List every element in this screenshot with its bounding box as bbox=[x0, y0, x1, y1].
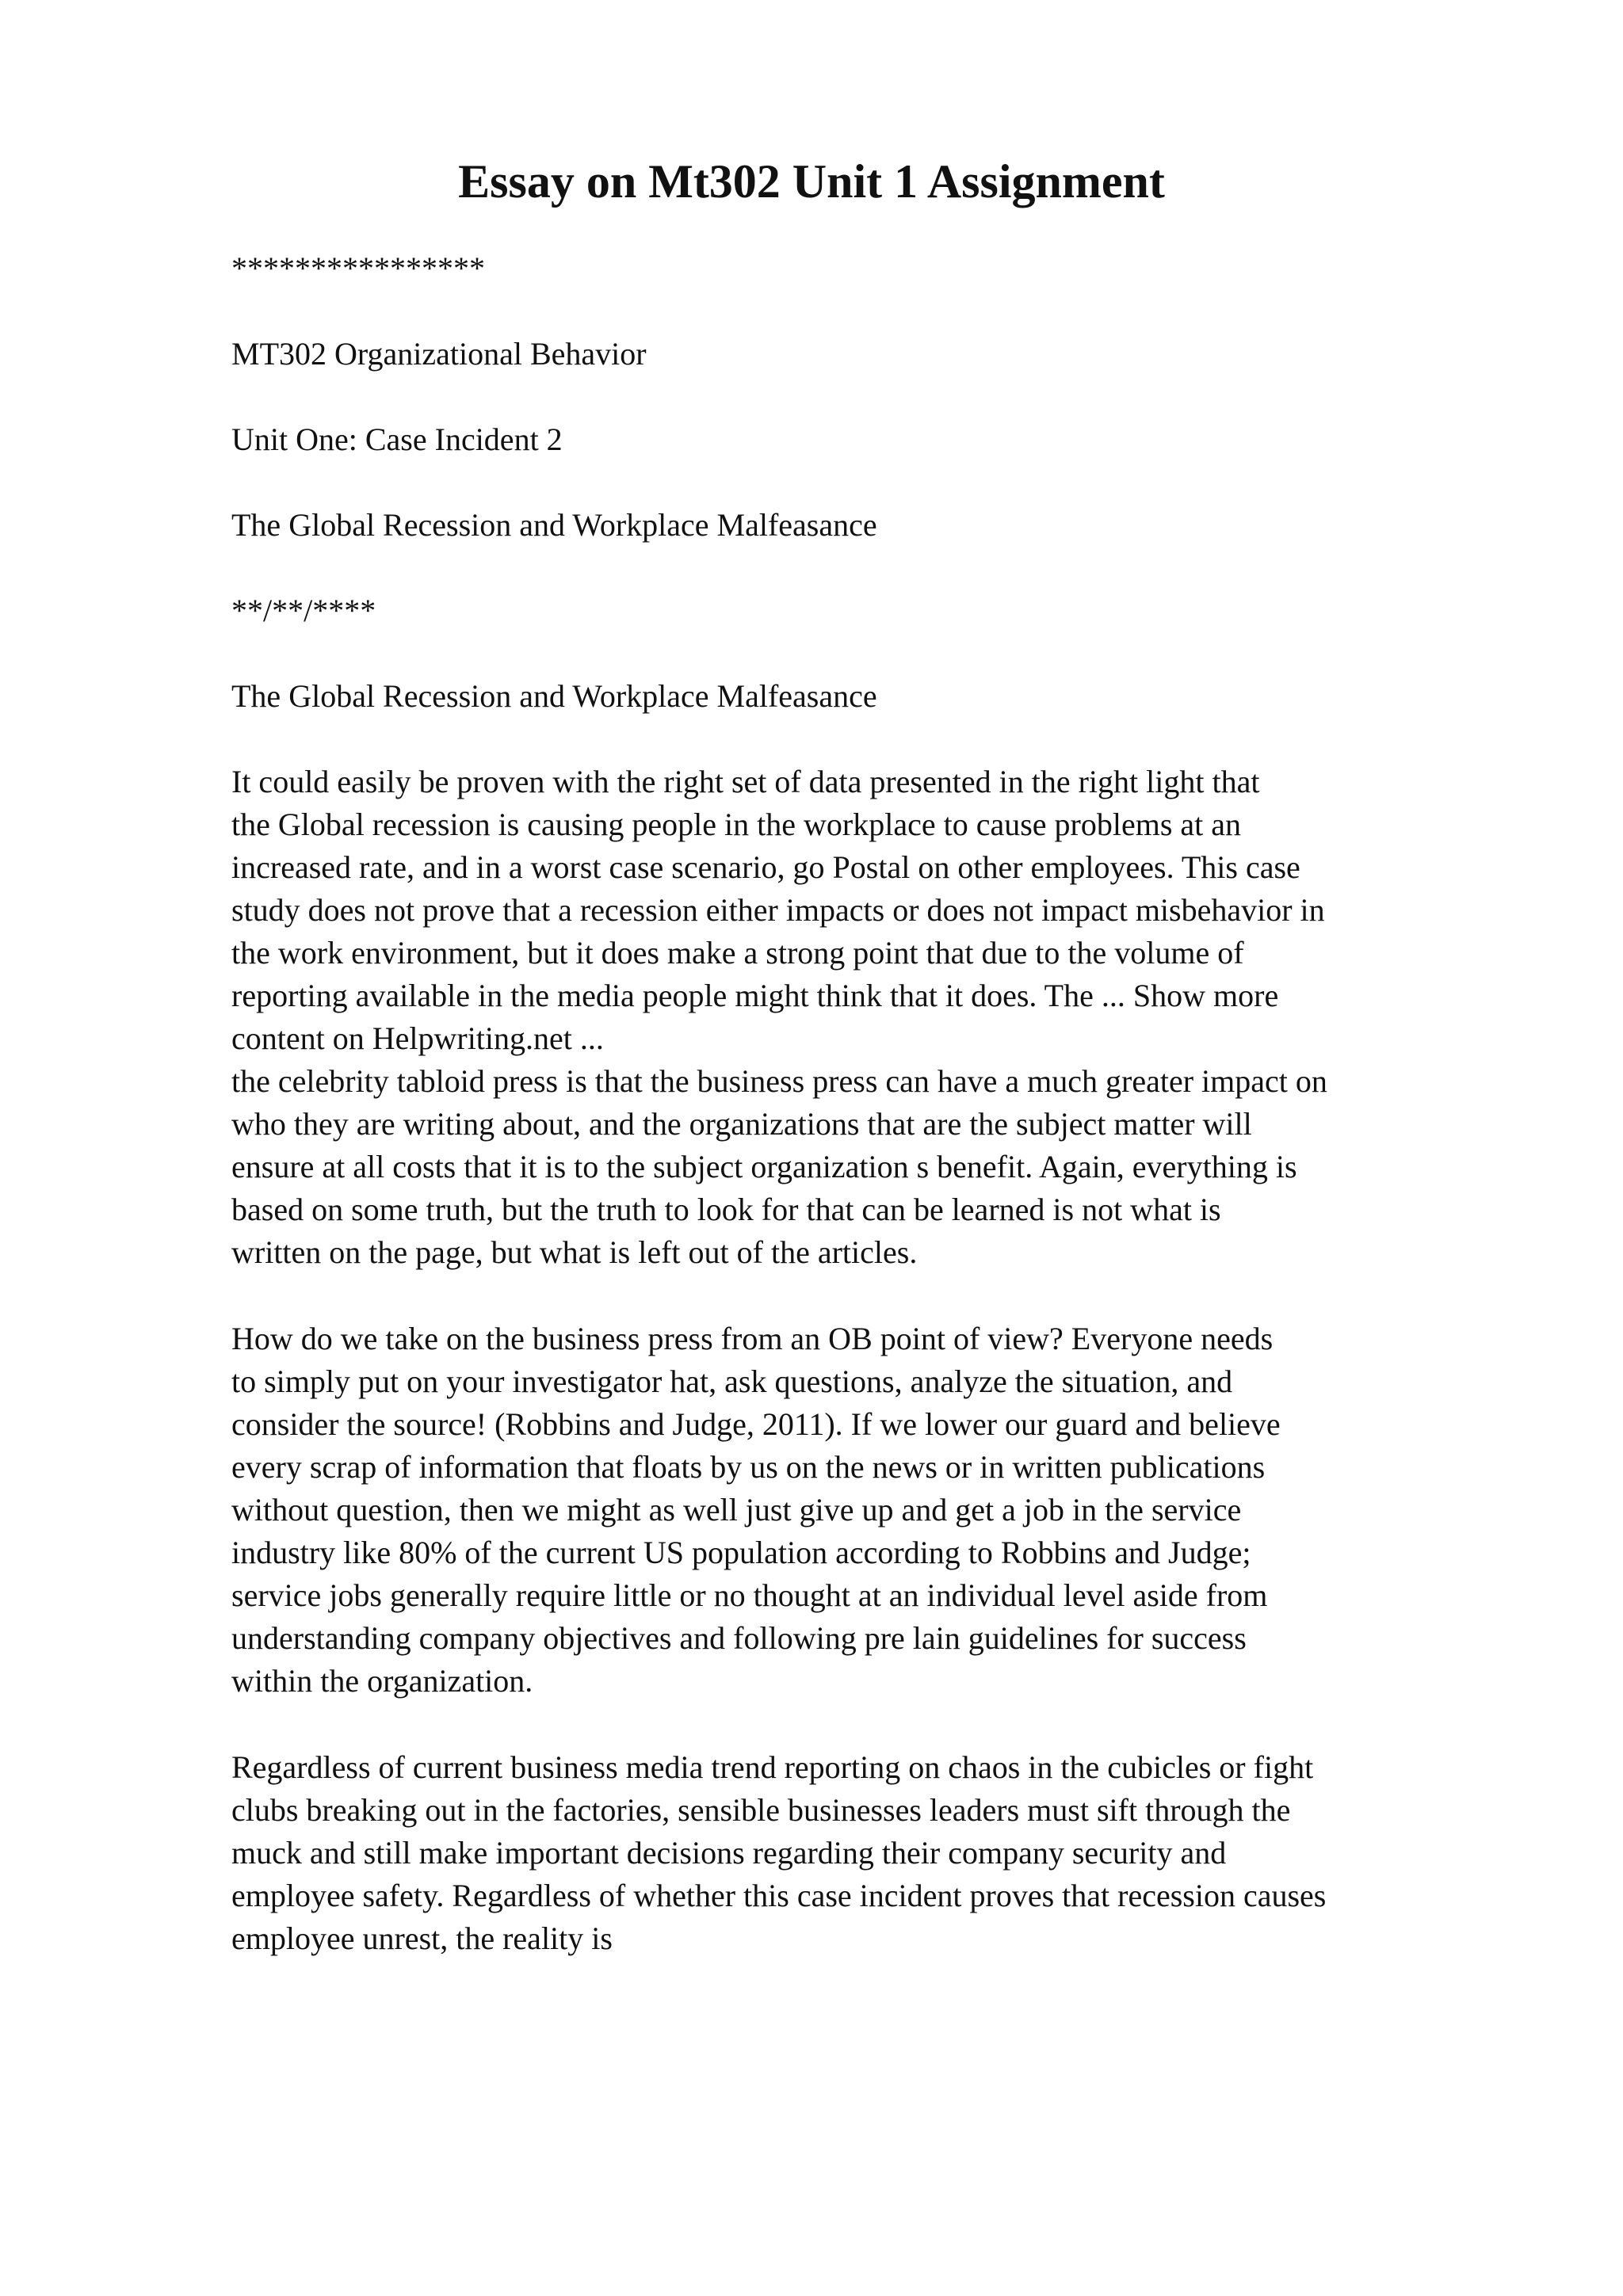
document-body bbox=[231, 247, 1594, 1960]
paragraph-line: to simply put on your investigator hat, ask questions, analyze the situation, and bbox=[231, 1363, 1233, 1399]
paragraph-line: every scrap of information that floats by us on the news or in written publications bbox=[231, 1449, 1266, 1485]
paragraph-line: the work environment, but it does make a strong point that due to the volume of bbox=[231, 935, 1244, 971]
paragraph-line: reporting available in the media people might think that it does. The ... Show more bbox=[231, 978, 1279, 1013]
paragraph-line: ensure at all costs that it is to the subject organization s benefit. Again, everything is bbox=[231, 1149, 1297, 1184]
paragraph-line: muck and still make important decisions regarding their company security and bbox=[231, 1835, 1227, 1871]
paragraph-line: service jobs generally require little or no thought at an individual level aside from bbox=[231, 1577, 1268, 1613]
paragraph-line: who they are writing about, and the organizations that are the subject matter will bbox=[231, 1106, 1252, 1142]
paragraph-line: written on the page, but what is left out of the articles. bbox=[231, 1234, 918, 1270]
paragraph-line: consider the source! (Robbins and Judge, 2011). If we lower our guard and believe bbox=[231, 1406, 1281, 1442]
paragraph-line: understanding company objectives and following pre lain guidelines for success bbox=[231, 1620, 1247, 1656]
spacer bbox=[231, 461, 1594, 504]
paragraph-line: content on Helpwriting.net ... bbox=[231, 1020, 604, 1056]
paragraph-line: without question, then we might as well just give up and get a job in the service bbox=[231, 1492, 1242, 1527]
paragraph-line: clubs breaking out in the factories, sensible businesses leaders must sift through the bbox=[231, 1792, 1291, 1828]
paragraph-line: the Global recession is causing people in the workplace to cause problems at an bbox=[231, 807, 1242, 842]
paragraph-line: It could easily be proven with the right set of data presented in the right light that bbox=[231, 764, 1260, 799]
paragraph-line: Regardless of current business media trend reporting on chaos in the cubicles or fight bbox=[231, 1749, 1314, 1785]
paragraph-3 bbox=[231, 1746, 1594, 1960]
course-name: MT302 Organizational Behavior bbox=[231, 336, 647, 372]
unit-heading: Unit One: Case Incident 2 bbox=[231, 421, 563, 457]
paragraph-line: based on some truth, but the truth to look for that can be learned is not what is bbox=[231, 1192, 1221, 1227]
paragraph-line: increased rate, and in a worst case scenario, go Postal on other employees. This case bbox=[231, 849, 1300, 885]
case-title: The Global Recession and Workplace Malfeasance bbox=[231, 507, 877, 543]
paragraph-line: within the organization. bbox=[231, 1663, 533, 1699]
spacer bbox=[231, 547, 1594, 589]
paragraph-line: industry like 80% of the current US population according to Robbins and Judge; bbox=[231, 1535, 1251, 1570]
paragraph-line: How do we take on the business press from an OB point of view? Everyone needs bbox=[231, 1321, 1274, 1356]
spacer bbox=[231, 376, 1594, 418]
document-title: Essay on Mt302 Unit 1 Assignment bbox=[458, 155, 1165, 208]
paragraph-1 bbox=[231, 761, 1594, 1274]
paragraph-line: study does not prove that a recession either impacts or does not impact misbehavior in bbox=[231, 892, 1325, 928]
spacer bbox=[231, 1703, 1594, 1746]
essay-heading: The Global Recession and Workplace Malfeasance bbox=[231, 678, 877, 714]
redacted-date: **/**/**** bbox=[231, 593, 376, 628]
spacer bbox=[231, 1274, 1594, 1318]
paragraph-line: employee safety. Regardless of whether this case incident proves that recession causes bbox=[231, 1878, 1327, 1913]
spacer bbox=[231, 290, 1594, 333]
paragraph-line: the celebrity tabloid press is that the business press can have a much greater impact on bbox=[231, 1063, 1327, 1099]
paragraph-2 bbox=[231, 1318, 1594, 1703]
paragraph-line: employee unrest, the reality is bbox=[231, 1920, 613, 1956]
separator-stars: **************** bbox=[231, 250, 485, 286]
spacer bbox=[231, 718, 1594, 761]
spacer bbox=[231, 632, 1594, 675]
